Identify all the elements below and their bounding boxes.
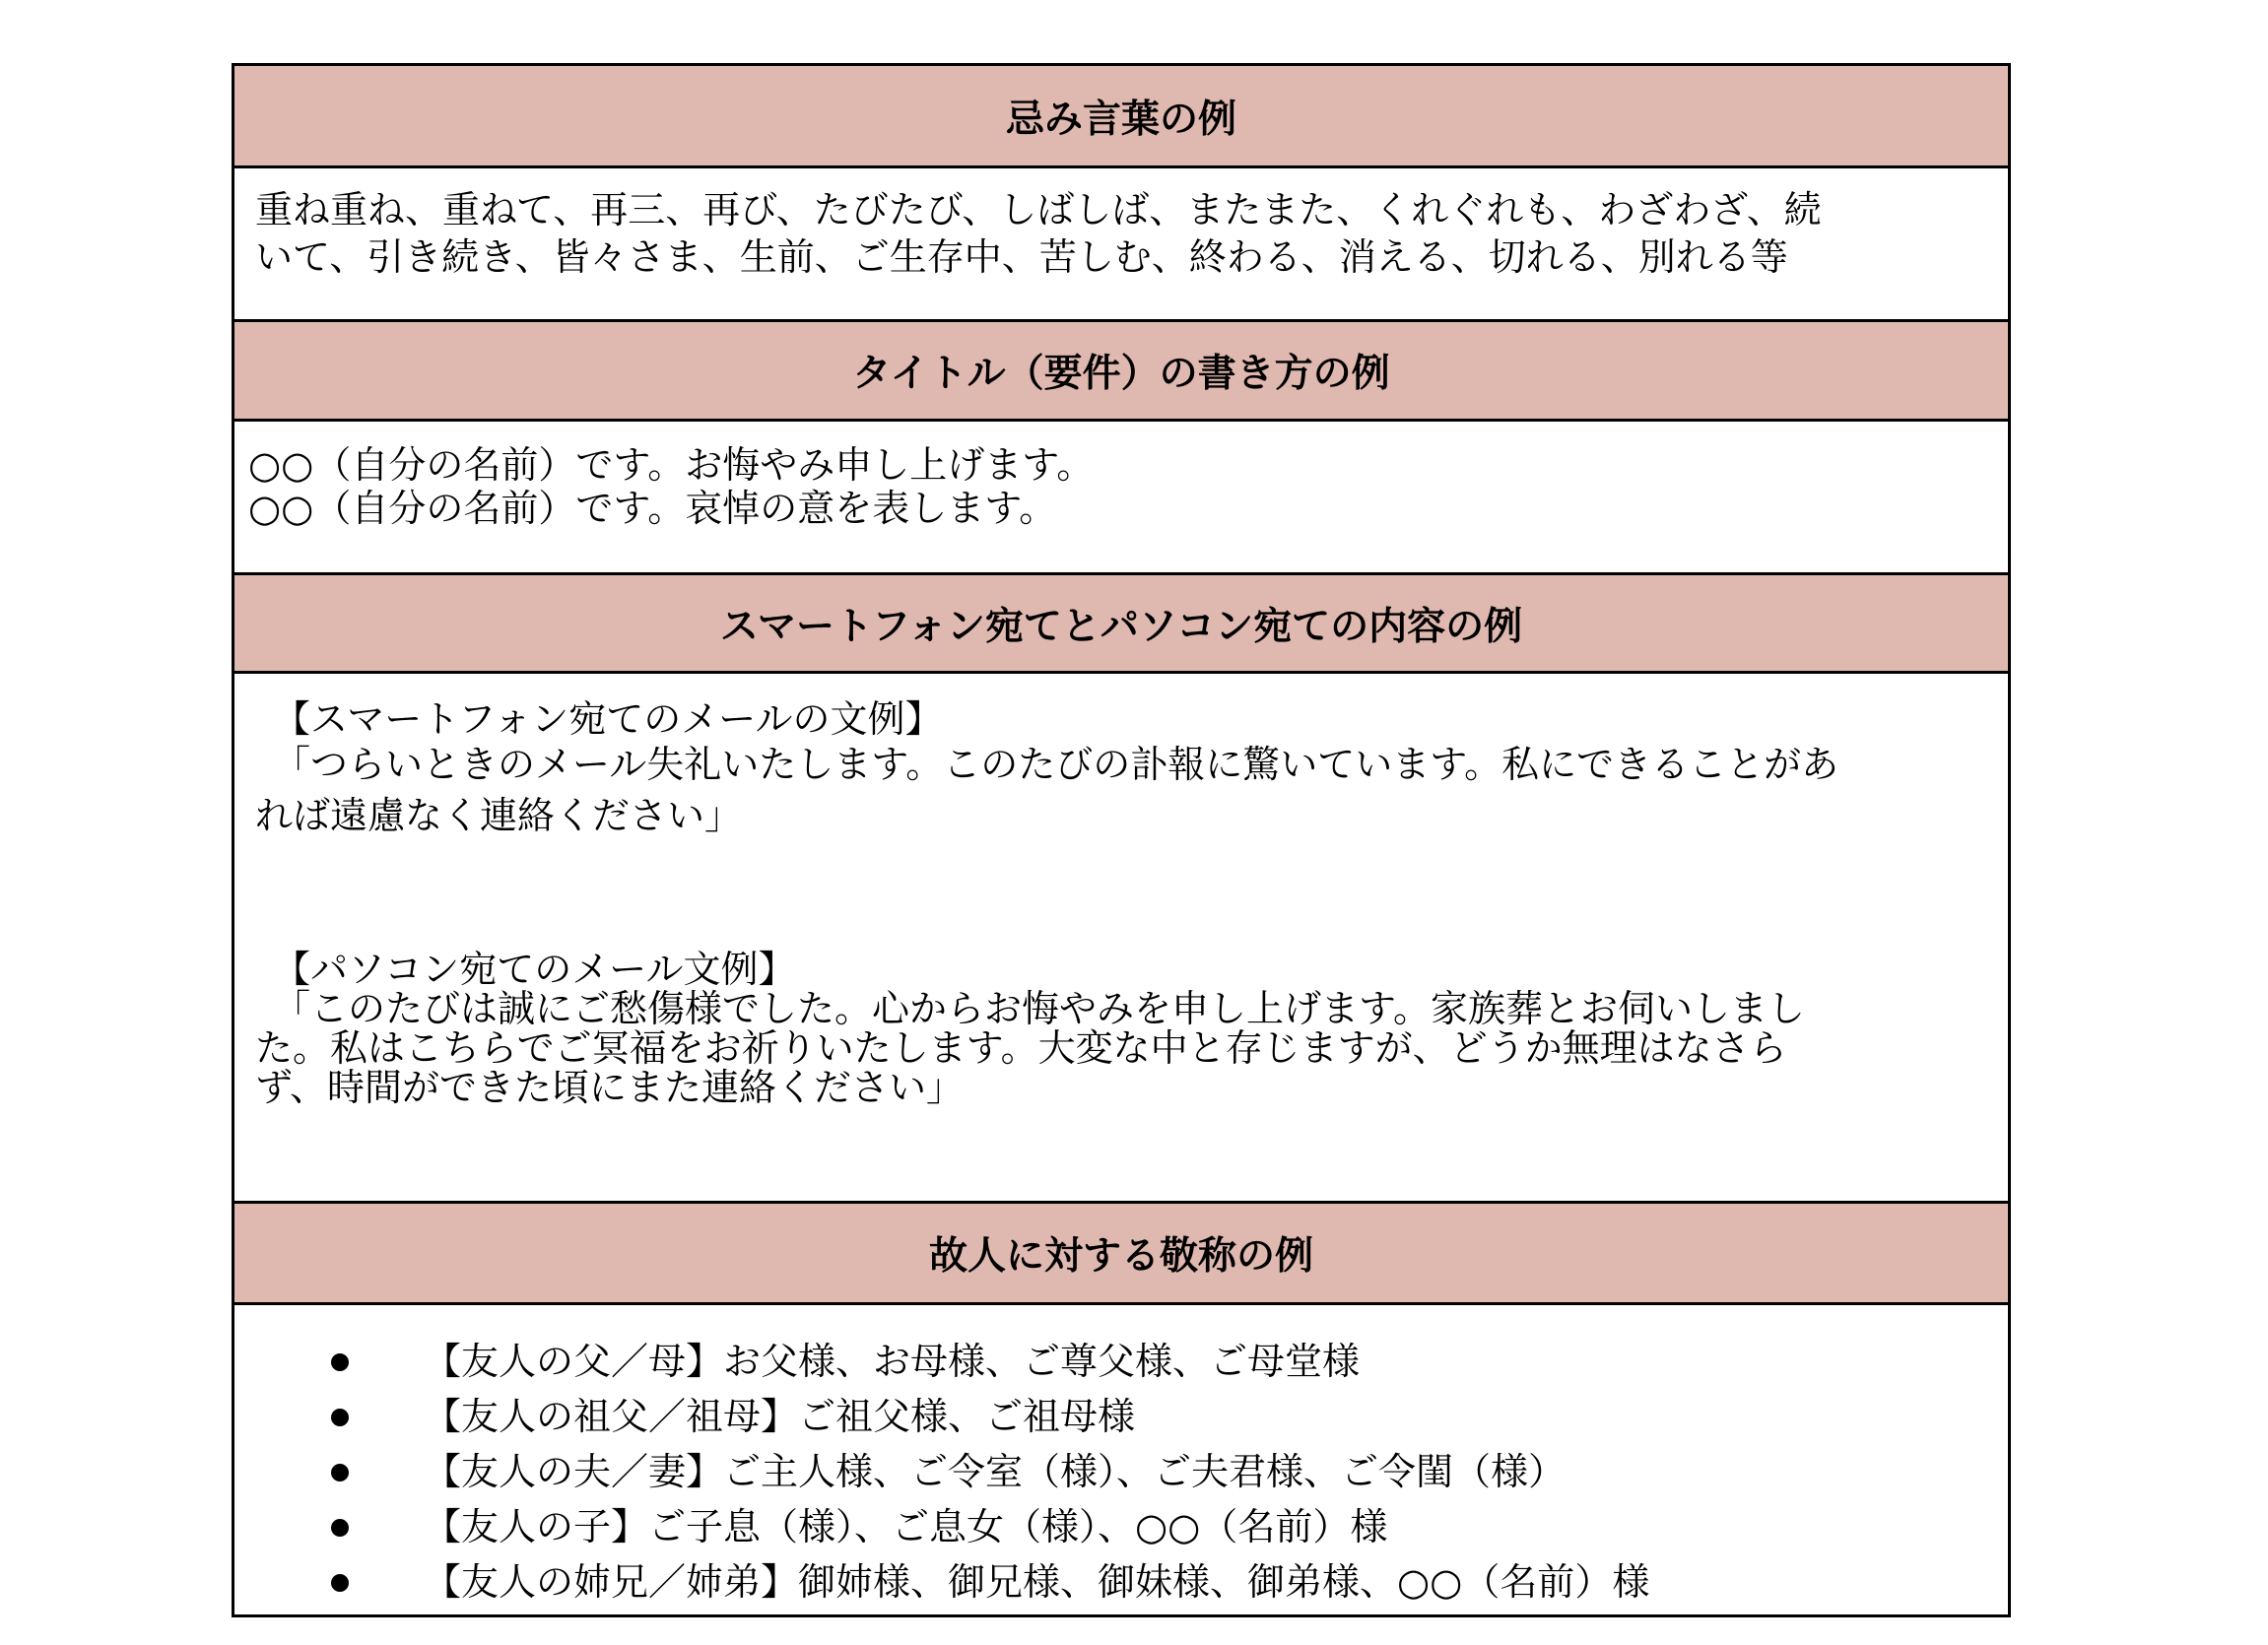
list-item [234, 1334, 1649, 1389]
section-header-title-format [234, 319, 2008, 419]
bullet-icon [331, 1409, 349, 1426]
bullet-icon [331, 1574, 349, 1592]
section-body-device-examples [234, 671, 2008, 1201]
list-item-text: 【友人の子】ご子息（様）、ご息女（様）、○○（名前）様 [424, 1505, 1388, 1548]
etiquette-table [232, 63, 2011, 1617]
text-line: れば遠慮なく連絡ください」 [255, 794, 743, 837]
section-body-taboo-words [234, 165, 2008, 319]
text-line: 重ね重ね、重ねて、再三、再び、たびたび、しばしば、またまた、くれぐれも、わざわざ、続 [255, 188, 1822, 231]
text-line: ○○（自分の名前）です。哀悼の意を表します。 [248, 487, 1057, 530]
list-item-text: 【友人の姉兄／姉弟】御姉様、御兄様、御妹様、御弟様、○○（名前）様 [424, 1560, 1650, 1604]
text-line: ○○（自分の名前）です。お悔やみ申し上げます。 [248, 443, 1095, 487]
list-item-text: 【友人の祖父／祖母】ご祖父様、ご祖母様 [424, 1395, 1136, 1438]
spacer [255, 841, 1992, 950]
section-header-taboo-words [234, 66, 2008, 165]
list-item [234, 1444, 1649, 1499]
section-body-honorifics [234, 1302, 2008, 1614]
section-title: タイトル（要件）の書き方の例 [852, 352, 1390, 396]
text-line: 「つらいときのメール失礼いたします。このたびの訃報に驚いています。私にできることがあ [273, 743, 1839, 786]
device-examples-text [255, 699, 1992, 1107]
title-format-text [248, 441, 1992, 528]
text-line: た。私はこちらでご冥福をお祈りいたします。大変な中と存じますが、どうか無理はなさら [255, 1026, 1787, 1070]
text-line: 「このたびは誠にご愁傷様でした。心からお悔やみを申し上げます。家族葬とお伺いしまし [273, 987, 1805, 1030]
list-item [234, 1389, 1649, 1444]
honorifics-list [234, 1334, 1649, 1610]
section-body-title-format [234, 419, 2008, 572]
smartphone-example-title: 【スマートフォン宛てのメールの文例】 [273, 697, 943, 741]
pc-example-title: 【パソコン宛てのメール文例】 [273, 948, 796, 991]
list-item [234, 1499, 1649, 1554]
list-item-text: 【友人の夫／妻】ご主人様、ご令室（様）、ご夫君様、ご令閨（様） [424, 1450, 1567, 1493]
bullet-icon [331, 1353, 349, 1371]
text-line: いて、引き続き、皆々さま、生前、ご生存中、苦しむ、終わる、消える、切れる、別れる等 [255, 235, 1788, 279]
section-header-honorifics [234, 1201, 2008, 1302]
text-line: ず、時間ができた頃にまた連絡ください」 [255, 1066, 964, 1109]
taboo-words-text [255, 186, 1992, 281]
list-item [234, 1554, 1649, 1610]
section-title: スマートフォン宛てとパソコン宛ての内容の例 [719, 604, 1523, 649]
section-header-device-examples [234, 572, 2008, 671]
section-title: 故人に対する敬称の例 [928, 1234, 1313, 1279]
list-item-text: 【友人の父／母】お父様、お母様、ご尊父様、ご母堂様 [424, 1340, 1361, 1383]
bullet-icon [331, 1464, 349, 1481]
bullet-icon [331, 1519, 349, 1537]
section-title: 忌み言葉の例 [1005, 97, 1236, 142]
